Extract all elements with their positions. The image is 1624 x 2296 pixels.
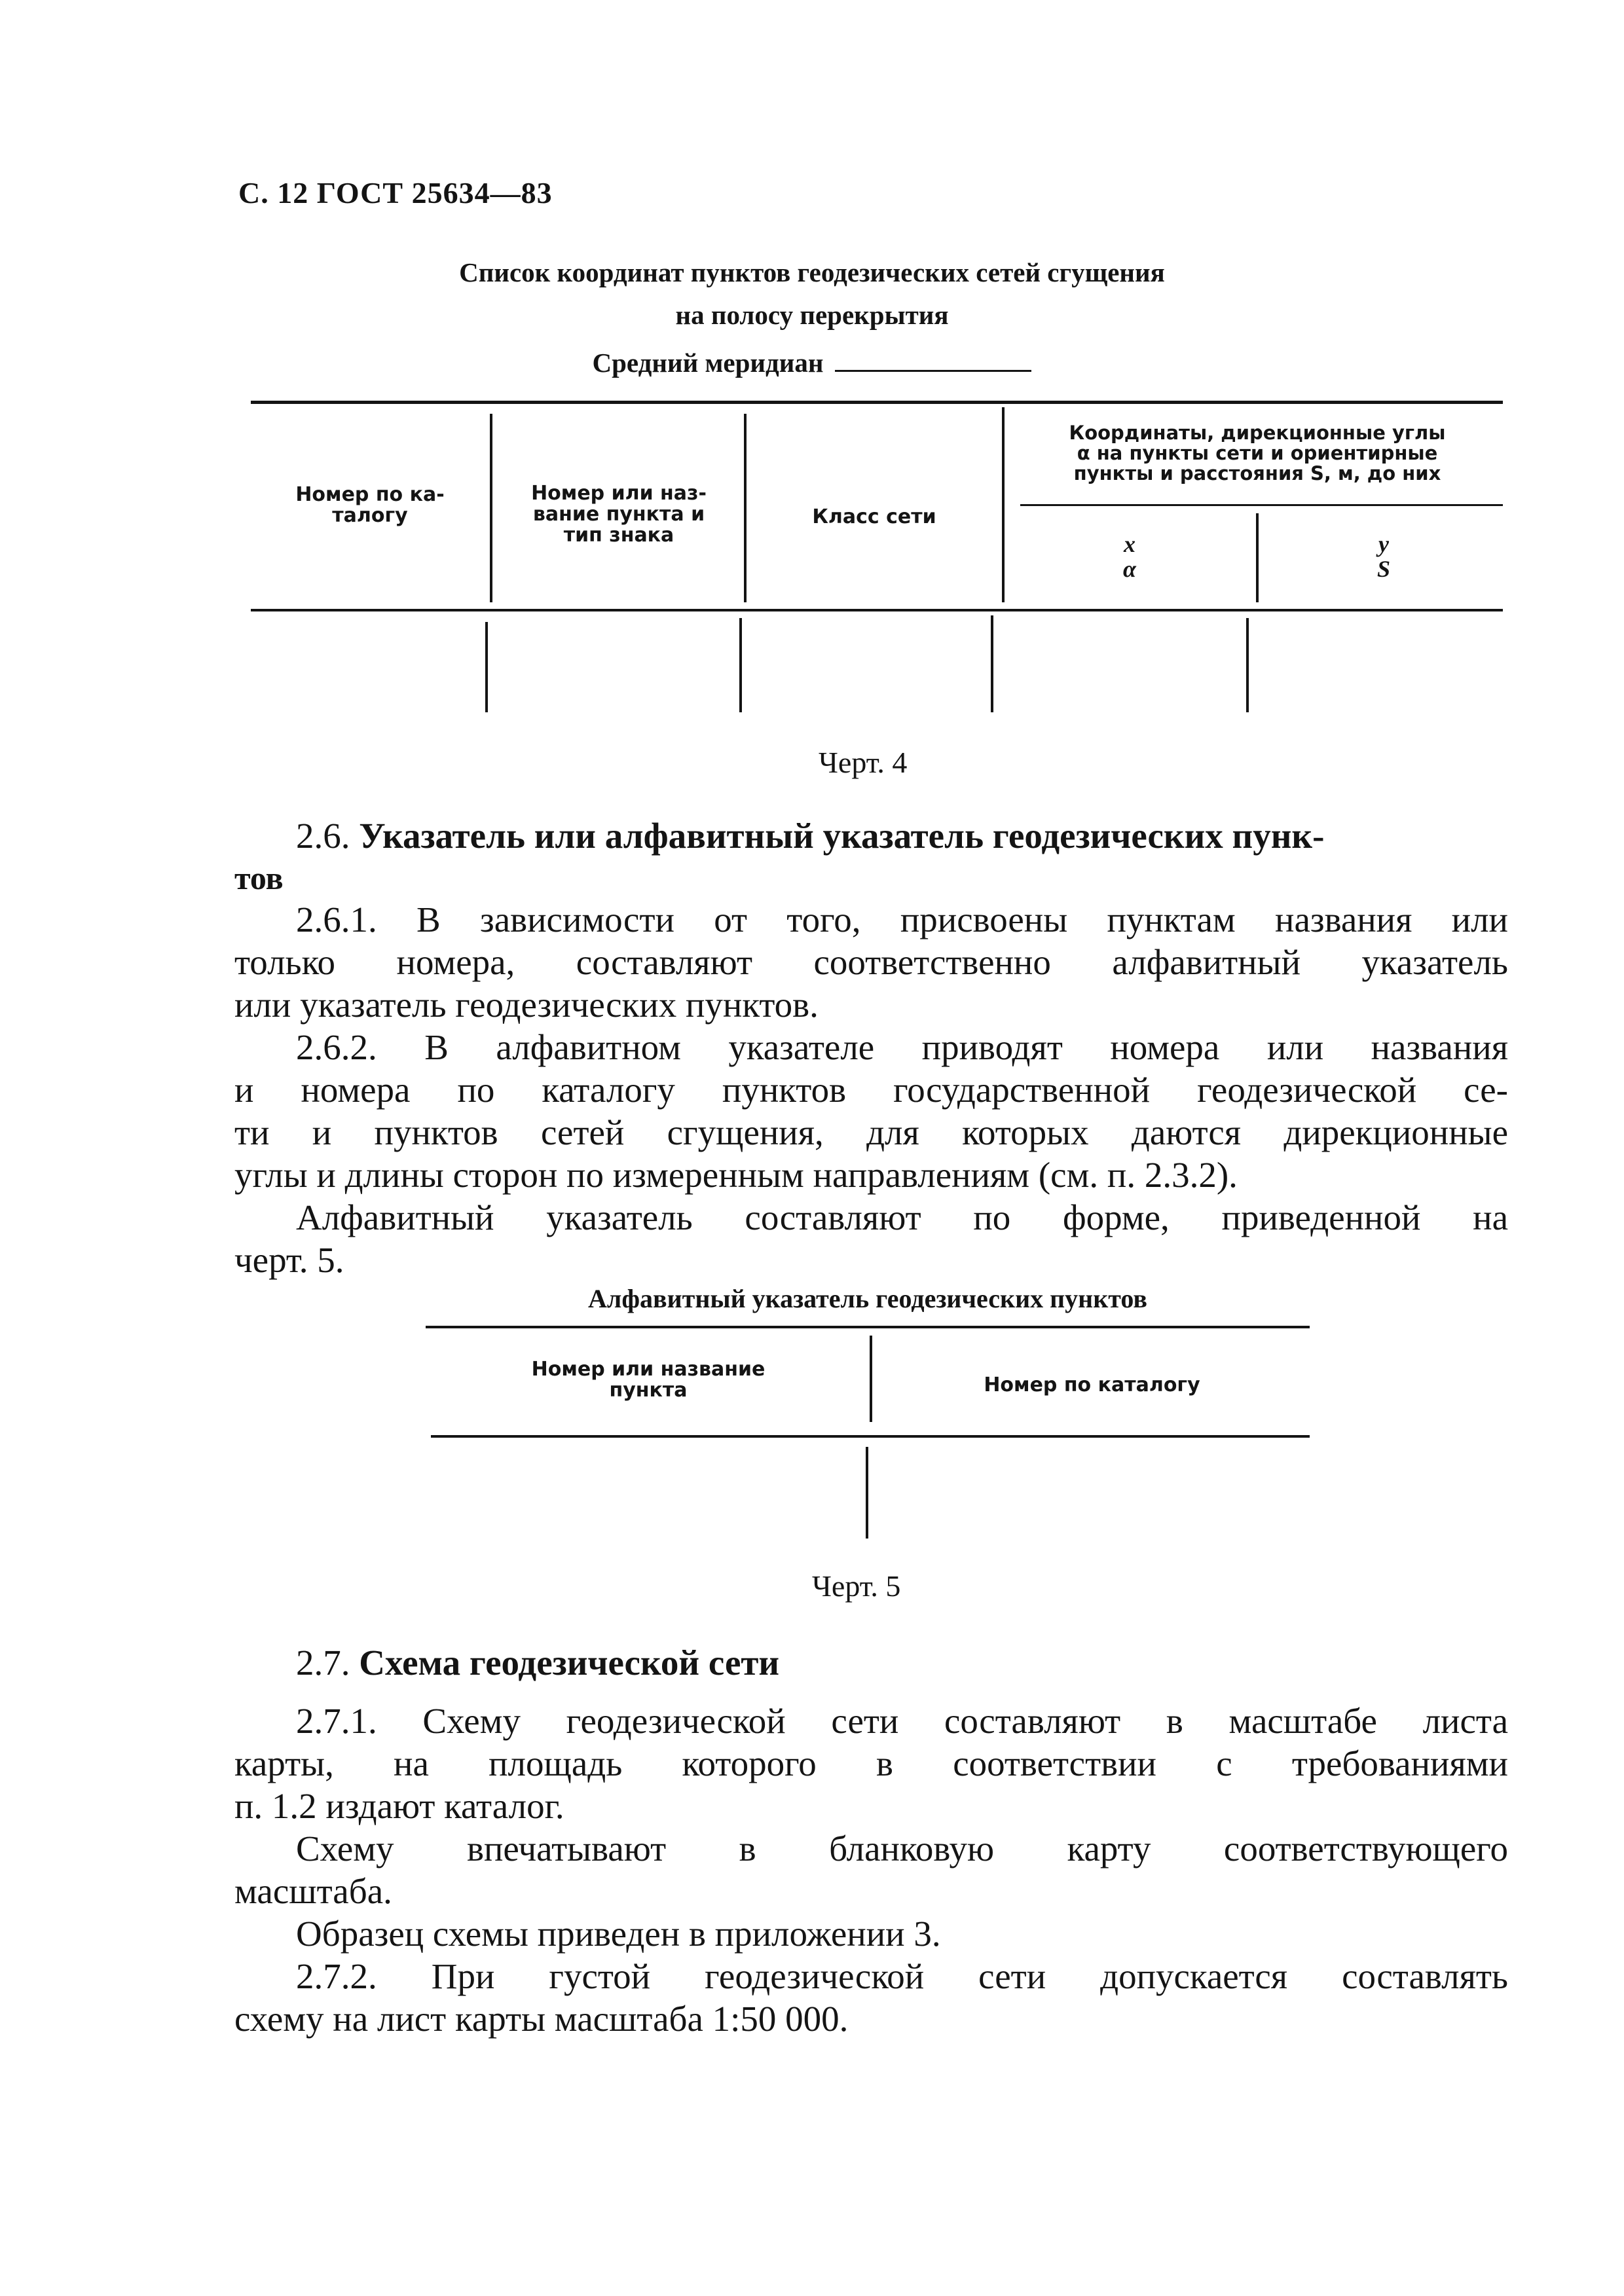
figure4-caption: Черт. 4 bbox=[819, 746, 908, 779]
table4-divider bbox=[490, 414, 492, 602]
paragraph-line: п. 1.2 издают каталог. bbox=[234, 1786, 564, 1826]
paragraph-line: масштаба. bbox=[234, 1871, 392, 1911]
table4-divider bbox=[739, 618, 742, 712]
table4-divider bbox=[1256, 513, 1259, 602]
paragraph-line: только номера, составляют соответственно алфавитный указатель bbox=[234, 942, 1508, 982]
table4-col-catalog-number: Номер по ка- талогу bbox=[295, 483, 445, 527]
table4-divider bbox=[744, 414, 747, 602]
section-2-6-number: 2.6. bbox=[296, 816, 350, 856]
table4-title-line2: на полосу перекрытия bbox=[675, 300, 949, 330]
table4-divider bbox=[1002, 407, 1005, 602]
table4-subheader-rule bbox=[1020, 504, 1503, 506]
table5-col-point-name: Номер или название пункта bbox=[531, 1358, 766, 1402]
section-2-6-body bbox=[234, 898, 1508, 1281]
section-2-7-body bbox=[234, 1700, 1508, 2040]
table4-divider bbox=[485, 622, 488, 712]
table4-title-line1: Список координат пунктов геодезических сетей сгущения bbox=[459, 257, 1165, 287]
table5-top-rule bbox=[426, 1326, 1310, 1328]
meridian-label: Средний меридиан bbox=[592, 348, 824, 378]
section-2-7-number: 2.7. bbox=[296, 1643, 350, 1683]
paragraph-line: Схему впечатывают в бланковую карту соответствующего bbox=[296, 1829, 1508, 1868]
paragraph-line: черт. 5. bbox=[234, 1240, 344, 1280]
paragraph-line: Алфавитный указатель составляют по форме, приведенной на bbox=[296, 1197, 1508, 1237]
table4-top-rule bbox=[251, 401, 1503, 404]
table4-col-x-alpha: x α bbox=[1123, 531, 1136, 582]
paragraph-line: углы и длины сторон по измеренным направлениям (см. п. 2.3.2). bbox=[234, 1155, 1238, 1195]
paragraph-line: Образец схемы приведен в приложении 3. bbox=[296, 1914, 941, 1954]
table5-divider bbox=[870, 1336, 872, 1422]
paragraph-line: и номера по каталогу пунктов государственной геодезической се- bbox=[234, 1070, 1508, 1110]
figure5-caption: Черт. 5 bbox=[812, 1569, 901, 1603]
section-2-7-heading bbox=[296, 1642, 779, 1683]
table4-divider bbox=[991, 615, 993, 712]
paragraph-line: 2.7.2. При густой геодезической сети допускается составлять bbox=[296, 1956, 1508, 1996]
section-2-6-title: Указатель или алфавитный указатель геодезических пунк- bbox=[359, 816, 1325, 856]
table4-col-point-name: Номер или наз- вание пункта и тип знака bbox=[531, 482, 707, 547]
paragraph-line: 2.6.2. В алфавитном указателе приводят номера или названия bbox=[296, 1027, 1508, 1067]
meridian-blank-line bbox=[835, 366, 1031, 372]
section-2-6-heading bbox=[296, 815, 1324, 856]
table5-title: Алфавитный указатель геодезических пунктов bbox=[588, 1284, 1147, 1313]
table4-header-rule bbox=[251, 609, 1503, 611]
table4-col-y-s: y S bbox=[1376, 531, 1391, 582]
paragraph-line: 2.7.1. Схему геодезической сети составляют в масштабе листа bbox=[296, 1701, 1508, 1741]
paragraph-line: карты, на площадь которого в соответствии с требованиями bbox=[234, 1743, 1508, 1783]
paragraph-line: или указатель геодезических пунктов. bbox=[234, 985, 819, 1025]
page-header: С. 12 ГОСТ 25634—83 bbox=[238, 176, 553, 210]
paragraph-line: ти и пунктов сетей сгущения, для которых даются дирекционные bbox=[234, 1112, 1508, 1152]
table4-col-network-class: Класс сети bbox=[812, 505, 936, 528]
table4-divider bbox=[1246, 618, 1249, 712]
table4-col-coordinates: Координаты, дирекционные углы α на пункты сети и ориентирные пункты и расстояния S, м, до них bbox=[1069, 422, 1446, 484]
table5-col-catalog-number: Номер по каталогу bbox=[984, 1374, 1200, 1396]
table5-divider bbox=[866, 1447, 868, 1539]
paragraph-line: 2.6.1. В зависимости от того, присвоены пунктам названия или bbox=[296, 900, 1508, 939]
section-2-6-title-cont: тов bbox=[234, 860, 284, 896]
section-2-7-title: Схема геодезической сети bbox=[359, 1643, 780, 1683]
paragraph-line: схему на лист карты масштаба 1:50 000. bbox=[234, 1999, 849, 2039]
table5-header-rule bbox=[431, 1435, 1310, 1438]
table4-meridian bbox=[0, 347, 1624, 378]
